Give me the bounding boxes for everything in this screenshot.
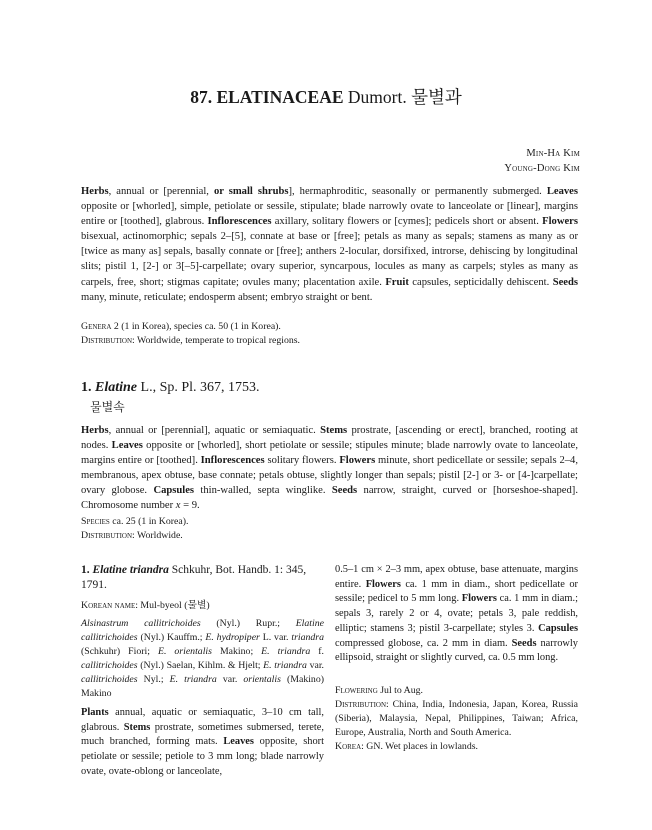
- term-stems: Stems: [320, 425, 348, 436]
- description-text: (Nyl.) Saelan, Kihlm. & Hjelt;: [137, 660, 264, 671]
- term-flowers: Flowers: [339, 455, 376, 467]
- term-herbs: Herbs: [81, 425, 109, 436]
- taxon-name: E. triandra: [261, 646, 311, 657]
- description-text: Nyl.;: [137, 674, 170, 685]
- term-inflorescences: Inflorescences: [207, 216, 272, 228]
- desc-text: bisexual, actinomorphic; sepals 2–[5], connate at base or [free]; petals as many as sepals; stamens as many as or [twice as many as] sepals, basally connate or [free]; anthers 2-locular, dorsifixed, introrse, dehiscing by longitudinal slits; pistil 1, [2-] or 3[–5]-carpellate; ovary superior, syncarpous, locules as many as carpels; styles as many as carpels, free, short; stigmas capitate; ovules many; placentation axile.: [81, 231, 578, 288]
- description-text: var.: [216, 674, 244, 685]
- desc-text: capsules, septicidally dehiscent.: [408, 276, 553, 288]
- species-count-line: [81, 515, 578, 529]
- family-korean-name: 물별과: [411, 87, 462, 107]
- desc-text: narrow, straight, curved or [horseshoe-shaped]. Chromosome number: [81, 485, 578, 512]
- description-term: Seeds: [511, 637, 537, 649]
- description-term: Plants: [81, 707, 109, 718]
- desc-text: ], hermaphroditic, seasonally or permanently submerged.: [288, 186, 547, 197]
- distribution-line: [81, 334, 578, 348]
- taxon-name: Alsinastrum callitrichoides: [81, 618, 201, 629]
- genus-name: Elatine: [95, 380, 138, 395]
- description-text: var.: [306, 660, 324, 671]
- description-text: Makino;: [211, 646, 262, 657]
- species-column-left: [81, 563, 324, 780]
- desc-text: , annual or [perennial], aquatic or semiaquatic.: [108, 425, 321, 436]
- description-text: ca. 1 mm in diam.; sepals 3, rarely 2 or 4, ovate; petals 3, pale reddish, elliptic; stamens 3; pistil 3-carpellate; styles 3.: [335, 593, 578, 634]
- term-herbs: Herbs: [81, 186, 109, 197]
- genus-meta: [81, 515, 578, 543]
- term-leaves: Leaves: [546, 186, 578, 197]
- term-seeds: Seeds: [331, 485, 358, 497]
- description-text: (Makino) Makino: [81, 674, 324, 699]
- distribution-text: China, India, Indonesia, Japan, Korea, Russia (Siberia), Malaysia, Nepal, Philippines, Taiwan; Africa, Europe, Australia, North and South America.: [335, 698, 578, 738]
- synonym-list: [81, 617, 324, 701]
- description-term: Stems: [123, 721, 151, 733]
- species-name: Elatine triandra: [92, 564, 169, 576]
- genera-label: Genera: [81, 321, 112, 332]
- family-name: ELATINACEAE: [216, 87, 344, 107]
- genus-korean-name: 물별속: [90, 400, 125, 414]
- desc-text: prostrate, [ascending or erect], branched, rooting at nodes.: [81, 425, 578, 452]
- family-meta: [81, 320, 578, 348]
- desc-text: opposite or [whorled], simple, petiolate or sessile, stipulate; blade narrowly ovate to lanceolate or [linear], margins entire or [toothed], glabrous.: [81, 201, 578, 228]
- author-name: Min-Ha Kim: [526, 148, 580, 159]
- author-name: Young-Dong Kim: [504, 163, 580, 174]
- species-citation: Schkuhr, Bot. Handb. 1: 345, 1791.: [81, 564, 307, 591]
- description-text: 0.5–1 cm × 2–3 mm, apex obtuse, base attenuate, margins entire.: [335, 564, 578, 590]
- chromosome-value: = 9.: [180, 500, 200, 512]
- species-heading: [81, 563, 324, 593]
- desc-text: axillary, solitary flowers or [cymes]; pedicels short or absent.: [271, 216, 543, 228]
- description-term: Leaves: [223, 736, 254, 748]
- taxon-name: callitrichoides: [81, 674, 138, 685]
- distribution-label: Distribution:: [81, 530, 135, 541]
- korean-name-line: [81, 599, 324, 613]
- desc-text: solitary flowers.: [264, 455, 340, 467]
- chromosome-variable: x: [175, 500, 181, 512]
- description-text: prostrate, sometimes submersed, terete, much branched, forming mats.: [81, 721, 324, 748]
- genus-citation: L., Sp. Pl. 367, 1753.: [137, 380, 260, 395]
- korea-line: [335, 740, 578, 754]
- description-text: f.: [310, 646, 324, 657]
- species-text: ca. 25 (1 in Korea).: [109, 516, 189, 527]
- korea-label: Korea:: [335, 740, 364, 752]
- taxon-name: orientalis: [243, 674, 281, 685]
- desc-text: opposite or [whorled], short petiolate or sessile; stipules minute; blade narrowly ovate to lanceolate, margins entire or [toothed].: [81, 440, 578, 467]
- term-flowers: Flowers: [542, 216, 578, 228]
- description-text: annual, aquatic or semiaquatic, 3–10 cm tall, glabrous.: [81, 707, 324, 733]
- flowering-label: Flowering: [335, 684, 378, 696]
- genus-heading: [81, 379, 260, 397]
- description-term: Flowers: [365, 578, 401, 590]
- family-number: 87.: [190, 87, 213, 107]
- family-description: [81, 184, 578, 305]
- taxon-name: E. triandra: [263, 660, 307, 671]
- term-seeds: Seeds: [552, 276, 578, 288]
- korean-name-label: Korean name:: [81, 600, 138, 611]
- species-number: 1.: [81, 564, 90, 576]
- flowering-text: Jul to Aug.: [377, 684, 423, 696]
- author-list: [504, 146, 580, 176]
- species-description-right: [335, 563, 578, 666]
- description-text: (Schkuhr) Fiori;: [81, 646, 158, 657]
- term-inflorescences: Inflorescences: [200, 455, 265, 467]
- description-text: opposite, short petiolate or sessile; petiole to 3 mm long; blade narrowly ovate, ovate-oblong or lanceolate,: [81, 736, 324, 777]
- desc-text: , annual or [perennial,: [108, 186, 214, 197]
- taxon-name: E. orientalis: [157, 646, 212, 657]
- description-term: Flowers: [461, 593, 497, 605]
- korean-name-text: Mul-byeol (물별): [137, 600, 210, 611]
- species-label: Species: [81, 516, 110, 527]
- desc-text: minute, short pedicellate or sessile; sepals 2–4, membranous, apex obtuse, base connate; petals obtuse, slightly longer than sepals; pistil [2-] or 3- or [4-]carpellate; ovary globose.: [81, 455, 578, 497]
- distribution-label: Distribution:: [335, 698, 389, 710]
- distribution-text: Worldwide.: [134, 530, 183, 541]
- taxon-name: E. triandra: [169, 674, 217, 685]
- description-text: compressed globose, ca. 2 mm in diam.: [335, 637, 512, 649]
- genera-text: 2 (1 in Korea), species ca. 50 (1 in Korea).: [111, 321, 281, 332]
- species-column-right: [335, 563, 578, 754]
- description-term: Capsules: [538, 622, 578, 634]
- term-leaves: Leaves: [111, 440, 143, 452]
- korea-text: GN. Wet places in lowlands.: [363, 740, 478, 752]
- family-author: Dumort.: [347, 87, 407, 107]
- term-shrubs: or small shrubs: [213, 186, 289, 197]
- family-heading: [0, 86, 652, 108]
- taxon-name: triandra: [291, 632, 325, 643]
- flowering-line: [335, 684, 578, 698]
- description-text: (Nyl.) Rupr.;: [200, 618, 296, 629]
- taxon-name: Elatine callitrichoides: [81, 618, 324, 643]
- description-text: L. var.: [259, 632, 292, 643]
- description-text: (Nyl.) Kauffm.;: [137, 632, 206, 643]
- distribution-line: [81, 529, 578, 543]
- description-text: narrowly ellipsoid, straight or slightly curved, ca. 0.5 mm long.: [335, 637, 578, 664]
- term-capsules: Capsules: [153, 485, 195, 497]
- genus-number: 1.: [81, 380, 92, 395]
- taxon-name: callitrichoides: [81, 660, 138, 671]
- desc-text: thin-walled, septa winglike.: [194, 485, 332, 497]
- distribution-line: [335, 698, 578, 740]
- distribution-label: Distribution:: [81, 335, 135, 346]
- species-description-left: [81, 706, 324, 780]
- genera-line: [81, 320, 578, 334]
- desc-text: many, minute, reticulate; endosperm absent; embryo straight or bent.: [81, 291, 373, 303]
- term-fruit: Fruit: [385, 276, 409, 288]
- taxon-name: E. hydropiper: [205, 632, 260, 643]
- genus-description: [81, 423, 578, 514]
- description-text: ca. 1 mm in diam., short pedicellate or sessile; pedicel to 5 mm long.: [335, 578, 578, 605]
- distribution-text: Worldwide, temperate to tropical regions.: [134, 335, 301, 346]
